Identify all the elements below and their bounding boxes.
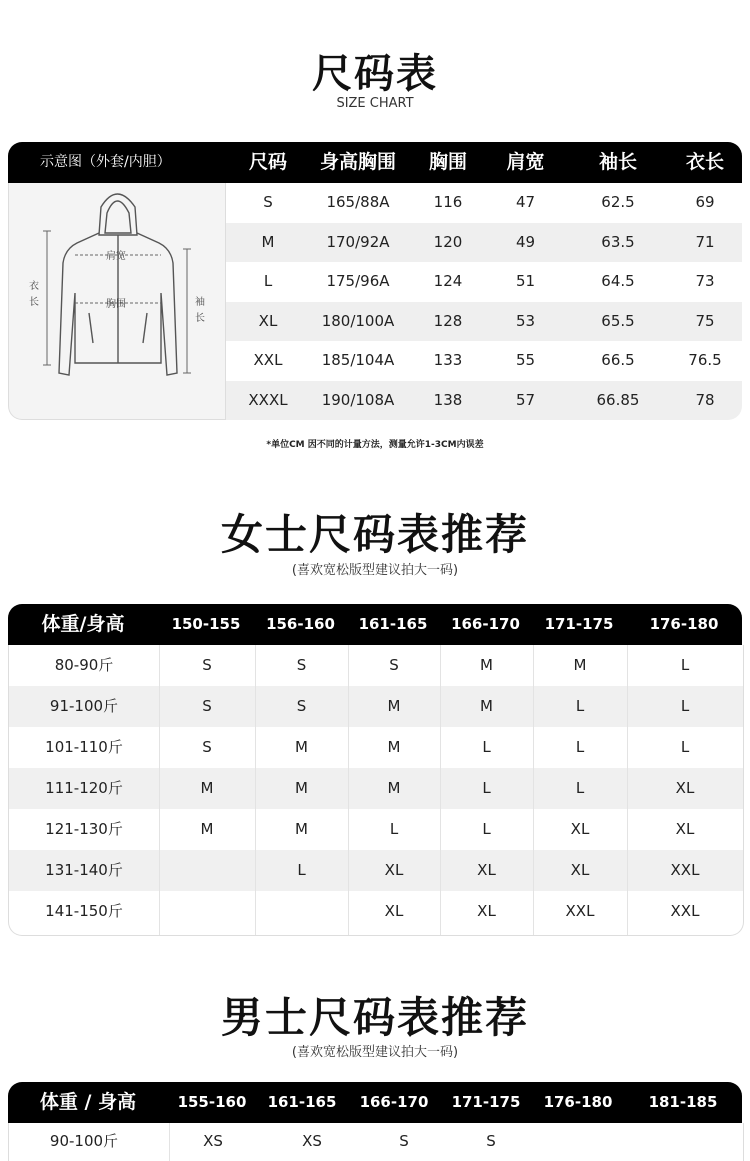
table-row [9,645,743,686]
header-range: 176-180 [543,1093,613,1111]
cell-sleeve: 65.5 [601,311,635,330]
table-row [9,727,743,768]
cell-size: S [202,738,212,756]
cell-weight: 80-90斤 [54,656,114,674]
table-row [9,686,743,727]
header-sleeve: 袖长 [598,151,637,173]
table-row [9,891,743,932]
cell-size: XL [384,861,404,879]
cell-size: M [480,697,493,715]
cell-size: S [296,656,307,674]
cell-size: L [575,697,585,715]
table-row [9,850,743,891]
header-range: 181-185 [648,1093,718,1111]
header-length: 衣长 [685,151,724,173]
cell-size: M [295,820,308,838]
cell-size: XXL [565,902,595,920]
cell-size: S [202,697,212,715]
column-divider [169,1123,170,1161]
cell-sleeve: 63.5 [601,232,635,251]
size-chart-header [8,142,742,183]
cell-weight: 141-150斤 [45,902,123,920]
men-table-header [8,1082,742,1123]
label-length: 衣长 [29,281,39,308]
cell-chest: 138 [433,390,463,409]
header-range: 176-180 [649,615,719,633]
cell-chest: 120 [433,232,463,251]
cell-length: 78 [695,390,715,409]
cell-size: M [200,779,214,797]
label-shoulder: 肩宽 [106,251,126,262]
cell-sleeve: 66.5 [601,351,635,369]
cell-size: XS [302,1132,322,1150]
cell-size: XL [570,861,590,879]
cell-size: L [482,779,491,797]
cell-shoulder: 57 [515,390,536,409]
cell-size: XL [675,779,695,797]
size-row [226,223,742,263]
size-row [226,381,742,421]
cell-chest: 124 [433,272,463,290]
size-row [226,341,742,381]
column-divider [255,645,256,935]
cell-size: L [575,779,585,797]
cell-weight: 101-110斤 [45,738,123,756]
header-shoulder: 肩宽 [506,151,545,173]
cell-size: M [387,779,401,797]
cell-size: XL [384,902,404,920]
header-range: 166-170 [451,615,520,633]
cell-size: S [296,697,307,715]
cell-size: S [389,656,399,674]
table-row [9,768,743,809]
jacket-diagram [8,183,226,420]
women-table-header [8,604,742,645]
cell-size: M [200,820,214,838]
table-row [9,809,743,850]
cell-height-chest: 170/92A [326,232,390,251]
cell-size: XL [675,820,695,838]
size-chart-title: 尺码表 [312,51,438,97]
cell-size: S [399,1132,409,1150]
cell-chest: 133 [433,351,463,369]
column-divider [159,645,160,935]
cell-size: L [680,656,690,674]
cell-size: XXL [670,861,700,879]
column-divider [348,645,349,935]
cell-sleeve: 66.85 [596,390,640,409]
cell-shoulder: 51 [515,272,536,290]
header-range: 150-155 [171,615,241,633]
cell-size: XL [477,902,496,920]
cell-size: M [480,656,493,674]
measurement-note: *单位CM 因不同的计量方法，测量允许1-3CM内误差 [266,440,484,450]
header-weight-height: 体重/身高 [41,613,125,635]
header-height-chest: 身高胸围 [319,151,396,173]
header-range: 171-175 [544,615,614,633]
cell-size: L [297,861,306,879]
women-subtitle: (喜欢宽松版型建议拍大一码) [291,563,459,578]
cell-size: M [573,656,587,674]
header-diagram: 示意图（外套/内胆） [40,154,171,170]
cell-length: 71 [695,232,715,251]
size-chart-table [8,142,742,421]
cell-size: XL [258,311,278,330]
size-row [226,302,742,342]
size-row [226,262,742,302]
table-row [9,1123,743,1161]
cell-size: M [295,779,308,797]
cell-size: S [202,656,212,674]
cell-chest: 128 [433,311,463,330]
cell-weight: 111-120斤 [45,779,123,797]
cell-height-chest: 165/88A [326,193,390,211]
cell-size: XS [203,1132,223,1150]
cell-height-chest: 185/104A [321,351,395,369]
label-chest: 胸围 [106,299,126,310]
header-range: 166-170 [359,1093,429,1111]
cell-length: 75 [695,311,715,330]
cell-chest: 116 [433,193,463,211]
men-table-body [8,1123,744,1161]
header-range: 161-165 [358,615,428,633]
cell-size: S [486,1132,496,1150]
column-divider [627,645,628,935]
cell-shoulder: 53 [515,311,536,330]
cell-size: L [389,820,399,838]
cell-shoulder: 47 [515,193,536,211]
cell-shoulder: 49 [515,232,536,251]
size-chart-subtitle: SIZE CHART [336,96,414,111]
men-title: 男士尺码表推荐 [220,993,529,1042]
cell-sleeve: 64.5 [601,272,635,290]
cell-weight: 91-100斤 [49,697,119,715]
cell-size [159,850,255,891]
cell-size: S [263,193,273,211]
size-row [226,183,742,223]
cell-size [533,1123,625,1159]
header-range: 155-160 [177,1093,247,1111]
cell-height-chest: 190/108A [321,390,395,409]
cell-size: XXL [670,902,700,920]
cell-length: 69 [695,193,715,211]
men-subtitle: (喜欢宽松版型建议拍大一码) [291,1045,459,1060]
cell-height-chest: 180/100A [321,311,395,330]
header-weight-height: 体重 / 身高 [39,1091,137,1113]
cell-size: L [575,738,585,756]
cell-size [255,891,348,932]
cell-size: L [680,738,690,756]
cell-weight: 90-100斤 [49,1132,119,1150]
cell-size [159,891,255,932]
cell-size: L [482,738,491,756]
cell-shoulder: 55 [515,351,536,369]
cell-weight: 131-140斤 [45,861,123,879]
column-divider [533,645,534,935]
header-chest: 胸围 [428,151,467,173]
label-sleeve: 袖长 [195,297,205,324]
cell-size: M [261,232,275,251]
cell-size: M [387,697,401,715]
cell-size: XXL [253,351,283,369]
women-title: 女士尺码表推荐 [220,510,529,559]
cell-size: L [680,697,690,715]
header-range: 171-175 [451,1093,521,1111]
cell-size: XL [477,861,496,879]
cell-length: 76.5 [688,351,722,369]
cell-height-chest: 175/96A [326,272,390,290]
cell-weight: 121-130斤 [45,820,123,838]
cell-length: 73 [695,272,715,290]
cell-sleeve: 62.5 [601,193,635,211]
header-range: 156-160 [266,615,335,633]
cell-size: XXXL [248,390,288,409]
header-size: 尺码 [248,151,287,173]
header-range: 161-165 [267,1093,337,1111]
cell-size [625,1123,743,1159]
cell-size: L [482,820,491,838]
cell-size: L [263,272,273,290]
column-divider [440,645,441,935]
cell-size: XL [570,820,590,838]
cell-size: M [295,738,308,756]
cell-size: M [387,738,401,756]
women-table-body [8,645,744,936]
